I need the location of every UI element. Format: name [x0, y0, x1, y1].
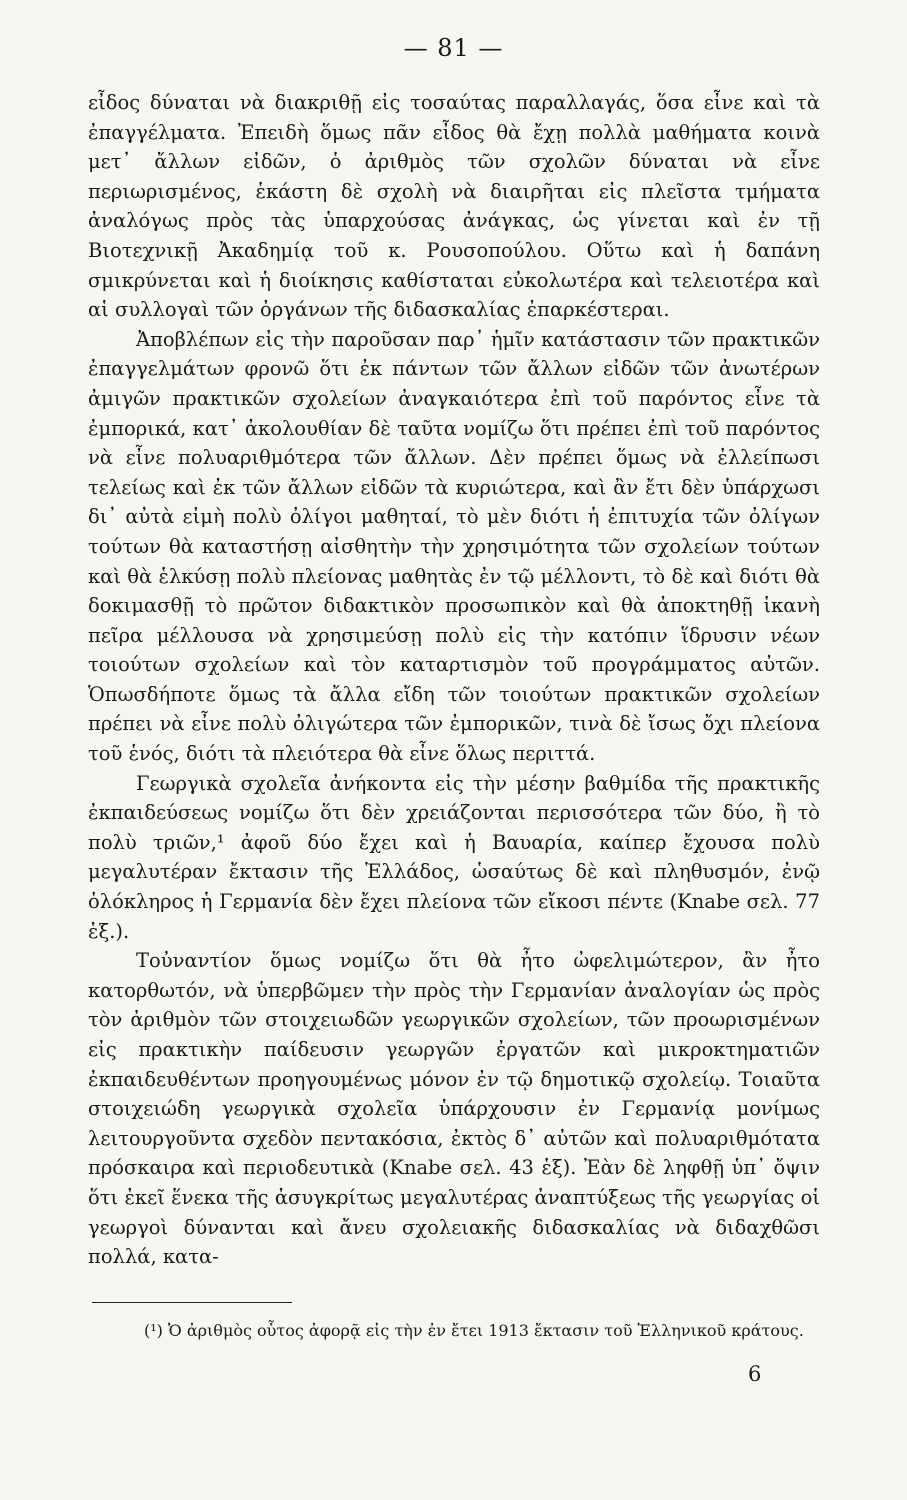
- paragraph-3: Γεωργικὰ σχολεῖα ἀνήκοντα εἰς τὴν μέσην βαθμίδα τῆς πρακτικῆς ἐκπαιδεύσεως νομίζω ὅτι δὲν χρειάζονται περισσότερα τῶν δύο, ἢ τὸ πολὺ τριῶν,¹ ἀφοῦ δύο ἔχει καὶ ἡ Βαυαρία, καίπερ ἔχουσα πολὺ μεγαλυτέραν ἔκτασιν τῆς Ἑλλάδος, ὡσαύτως δὲ καὶ πληθυσμόν, ἐνῷ ὁλόκληρος ἡ Γερμανία δὲν ἔχει πλείονα τῶν εἴκοσι πέντε (Knabe σελ. 77 ἑξ.).: [88, 771, 820, 943]
- signature-mark: 6: [748, 1362, 762, 1386]
- paragraph-2: Ἀποβλέπων εἰς τὴν παροῦσαν παρ᾽ ἡμῖν κατάστασιν τῶν πρακτικῶν ἐπαγγελμάτων φρονῶ ὅτι ἐκ πάντων τῶν ἄλλων εἰδῶν τῶν ἀνωτέρων ἀμιγῶν πρακτικῶν σχολείων ἀναγκαιότερα ἐπὶ τοῦ παρόντος εἶνε τὰ ἐμπορικά, κατ᾽ ἀκολουθίαν δὲ ταῦτα νομίζω ὅτι πρέπει ἐπὶ τοῦ παρόντος νὰ εἶνε πολυαριθμότερα τῶν ἄλλων. Δὲν πρέπει ὅμως νὰ ἐλλείπωσι τελείως καὶ ἐκ τῶν ἄλλων εἰδῶν τὰ κυριώτερα, καὶ ἂν ἔτι δὲν ὑπάρχωσι δι᾽ αὐτὰ εἰμὴ πολὺ ὀλίγοι μαθηταί, τὸ μὲν διότι ἡ ἐπιτυχία τῶν ὀλίγων τούτων θὰ καταστήσῃ αἰσθητὴν τὴν χρησιμότητα τῶν σχολείων τούτων καὶ θὰ ἑλκύσῃ πολὺ πλείονας μαθητὰς ἐν τῷ μέλλοντι, τὸ δὲ καὶ διότι θὰ δοκιμασθῇ τὸ πρῶτον διδακτικὸν προσωπικὸν καὶ θὰ ἀποκτηθῇ ἱκανὴ πεῖρα μέλλουσα νὰ χρησιμεύσῃ πολὺ εἰς τὴν κατόπιν ἵδρυσιν νέων τοιούτων σχολείων καὶ τὸν καταρτισμὸν τοῦ προγράμματος αὐτῶν. Ὁπωσδήποτε ὅμως τὰ ἄλλα εἴδη τῶν τοιούτων πρακτικῶν σχολείων πρέπει νὰ εἶνε πολὺ ὀλιγώτερα τῶν ἐμπορικῶν, τινὰ δὲ ἴσως ὄχι πλείονα τοῦ ἑνός, διότι τὰ πλειότερα θὰ εἶνε ὅλως περιττά.: [88, 327, 820, 766]
- paragraph-1: εἶδος δύναται νὰ διακριθῇ εἰς τοσαύτας παραλλαγάς, ὅσα εἶνε καὶ τὰ ἐπαγγέλματα. Ἐπειδὴ ὅμως πᾶν εἶδος θὰ ἔχῃ πολλὰ μαθήματα κοινὰ μετ᾽ ἄλλων εἰδῶν, ὁ ἀριθμὸς τῶν σχολῶν δύναται νὰ εἶνε περιωρισμένος, ἑκάστη δὲ σχολὴ νὰ διαιρῆται εἰς πλεῖστα τμήματα ἀναλόγως πρὸς τὰς ὑπαρχούσας ἀνάγκας, ὡς γίνεται καὶ ἐν τῇ Βιοτεχνικῇ Ἀκαδημίᾳ τοῦ κ. Ρουσοπούλου. Οὕτω καὶ ἡ δαπάνη σμικρύνεται καὶ ἡ διοίκησις καθίσταται εὐκολωτέρα καὶ τελειοτέρα καὶ αἱ συλλογαὶ τῶν ὀργάνων τῆς διδασκαλίας ἐπαρκέστεραι.: [88, 91, 820, 322]
- footnote-divider: [92, 1302, 292, 1303]
- body-text: [88, 88, 820, 1272]
- page-number: — 81 —: [403, 34, 504, 62]
- footnote: (¹) Ὁ ἀριθμὸς οὗτος ἀφορᾷ εἰς τὴν ἐν ἔτει 1913 ἔκτασιν τοῦ Ἑλληνικοῦ κράτους.: [144, 1321, 804, 1340]
- paragraph-4: Τοὐναντίον ὅμως νομίζω ὅτι θὰ ἦτο ὠφελιμώτερον, ἂν ἦτο κατορθωτόν, νὰ ὑπερβῶμεν τὴν πρὸς τὴν Γερμανίαν ἀναλογίαν ὡς πρὸς τὸν ἀριθμὸν τῶν στοιχειωδῶν γεωργικῶν σχολείων, τῶν προωρισμένων εἰς πρακτικὴν παίδευσιν γεωργῶν ἐργατῶν καὶ μικροκτηματιῶν ἐκπαιδευθέντων προηγουμένως μόνον ἐν τῷ δημοτικῷ σχολείῳ. Τοιαῦτα στοιχειώδη γεωργικὰ σχολεῖα ὑπάρχουσιν ἐν Γερμανίᾳ μονίμως λειτουργοῦντα σχεδὸν πεντακόσια, ἐκτὸς δ᾽ αὐτῶν καὶ πολυαριθμότατα πρόσκαιρα καὶ περιοδευτικὰ (Knabe σελ. 43 ἑξ). Ἐὰν δὲ ληφθῇ ὑπ᾽ ὄψιν ὅτι ἐκεῖ ἕνεκα τῆς ἀσυγκρίτως μεγαλυτέρας ἀναπτύξεως τῆς γεωργίας οἱ γεωργοὶ δύνανται καὶ ἄνευ σχολειακῆς διδασκαλίας νὰ διδαχθῶσι πολλά, κατα-: [88, 949, 820, 1269]
